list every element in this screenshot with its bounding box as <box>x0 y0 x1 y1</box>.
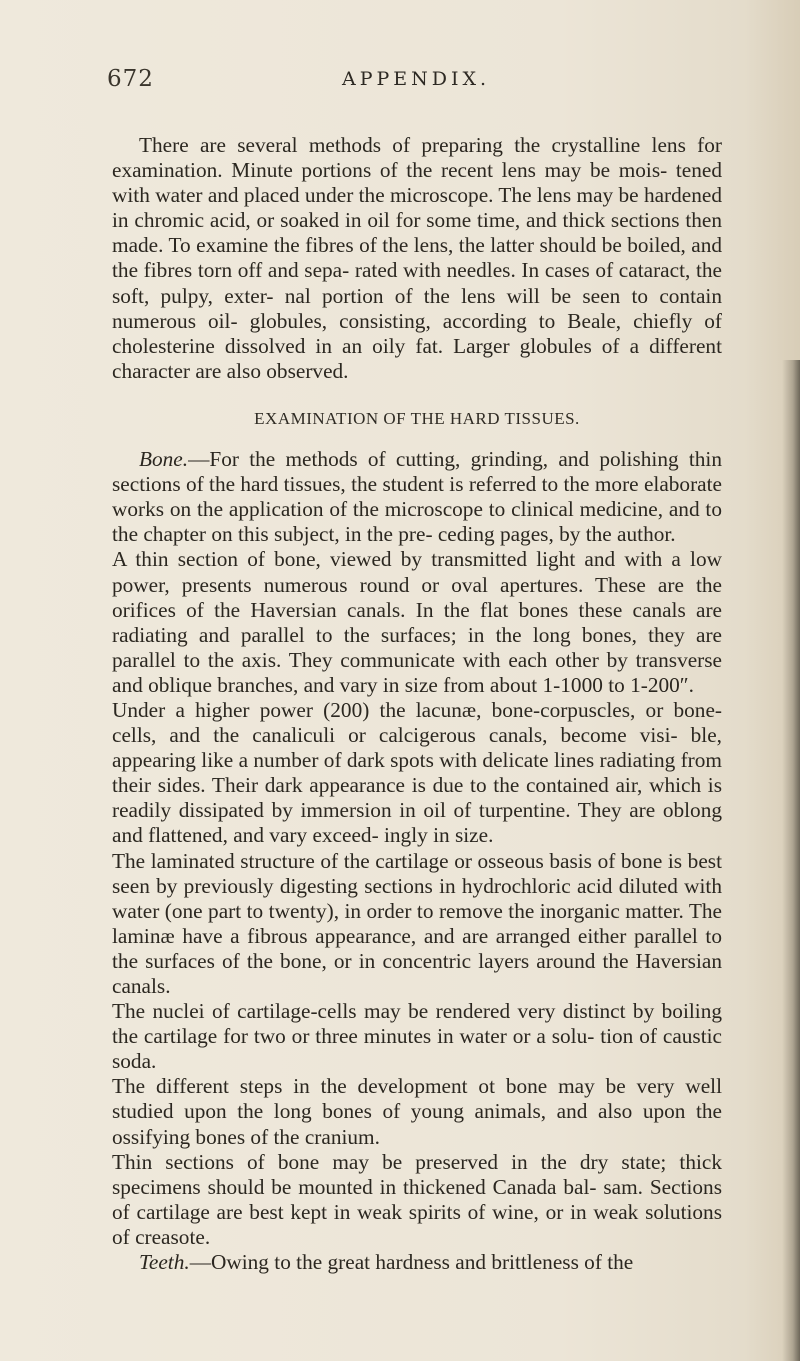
paragraph-development: The different steps in the development ot bone may be very well studied upon the long bones of young animals, and also upon the ossifying bones of the cranium. <box>112 1074 722 1149</box>
paragraph-teeth <box>112 1250 722 1275</box>
page-header <box>0 66 800 106</box>
page-number: 672 <box>107 66 154 92</box>
body-text <box>112 133 722 1275</box>
running-head: APPENDIX. <box>342 68 491 90</box>
paragraph-teeth-text: —Owing to the great hardness and brittleness of the <box>189 1250 634 1275</box>
paragraph-preservation: Thin sections of bone may be preserved in the dry state; thick specimens should be mounted in thickened Canada bal- sam. Sections of cartilage are best kept in weak spirits of wine, or in weak solutions of creasote. <box>112 1149 722 1249</box>
paragraph-bone-intro-text: —For the methods of cutting, grinding, and polishing thin sections of the hard tissues, the student is referred to the more elaborate works on the application of the microscope to clinical medicine, and to the chapter on this subject, in the pre- ceding pages, by the author. <box>112 447 722 547</box>
paragraph-lens: There are several methods of preparing the crystalline lens for examination. Minute portions of the recent lens may be mois- tened with water and placed under the microscope. The lens may be hardened in chromic acid, or soaked in oil for some time, and thick sections then made. To examine the fibres of the lens, the latter should be boiled, and the fibres torn off and sepa- rated with needles. In cases of cataract, the soft, pulpy, exter- nal portion of the lens will be seen to contain numerous oil- globules, consisting, according to Beale, chiefly of cholesterine dissolved in an oily fat. Larger globules of a different character are also observed. <box>112 133 722 383</box>
paragraph-nuclei: The nuclei of cartilage-cells may be rendered very distinct by boiling the cartilage for two or three minutes in water or a solu- tion of caustic soda. <box>112 999 722 1074</box>
section-heading: EXAMINATION OF THE HARD TISSUES. <box>254 408 580 428</box>
run-in-heading-bone: Bone. <box>139 447 189 472</box>
paragraph-laminated: The laminated structure of the cartilage or osseous basis of bone is best seen by previously digesting sections in hydrochloric acid diluted with water (one part to twenty), in order to remove the inorganic matter. The laminæ have a fibrous appearance, and are arranged either parallel to the surfaces of the bone, or in concentric layers around the Haversian canals. <box>112 848 722 998</box>
paragraph-bone-intro <box>112 447 722 547</box>
page-edge-shadow <box>782 360 800 1361</box>
paragraph-lacunae: Under a higher power (200) the lacunæ, bone-corpuscles, or bone-cells, and the canaliculi or calcigerous canals, become visi- ble, appearing like a number of dark spots with delicate lines radiating from their sides. Their dark appearance is due to the contained air, which is readily dissipated by immersion in oil of turpentine. They are oblong and flattened, and vary exceed- ingly in size. <box>112 697 722 848</box>
run-in-heading-teeth: Teeth. <box>139 1250 190 1275</box>
paragraph-haversian: A thin section of bone, viewed by transmitted light and with a low power, presents numerous round or oval apertures. These are the orifices of the Haversian canals. In the flat bones these canals are radiating and parallel to the surfaces; in the long bones, they are parallel to the axis. They communicate with each other by transverse and oblique branches, and vary in size from about 1-1000 to 1-200″. <box>112 547 722 697</box>
